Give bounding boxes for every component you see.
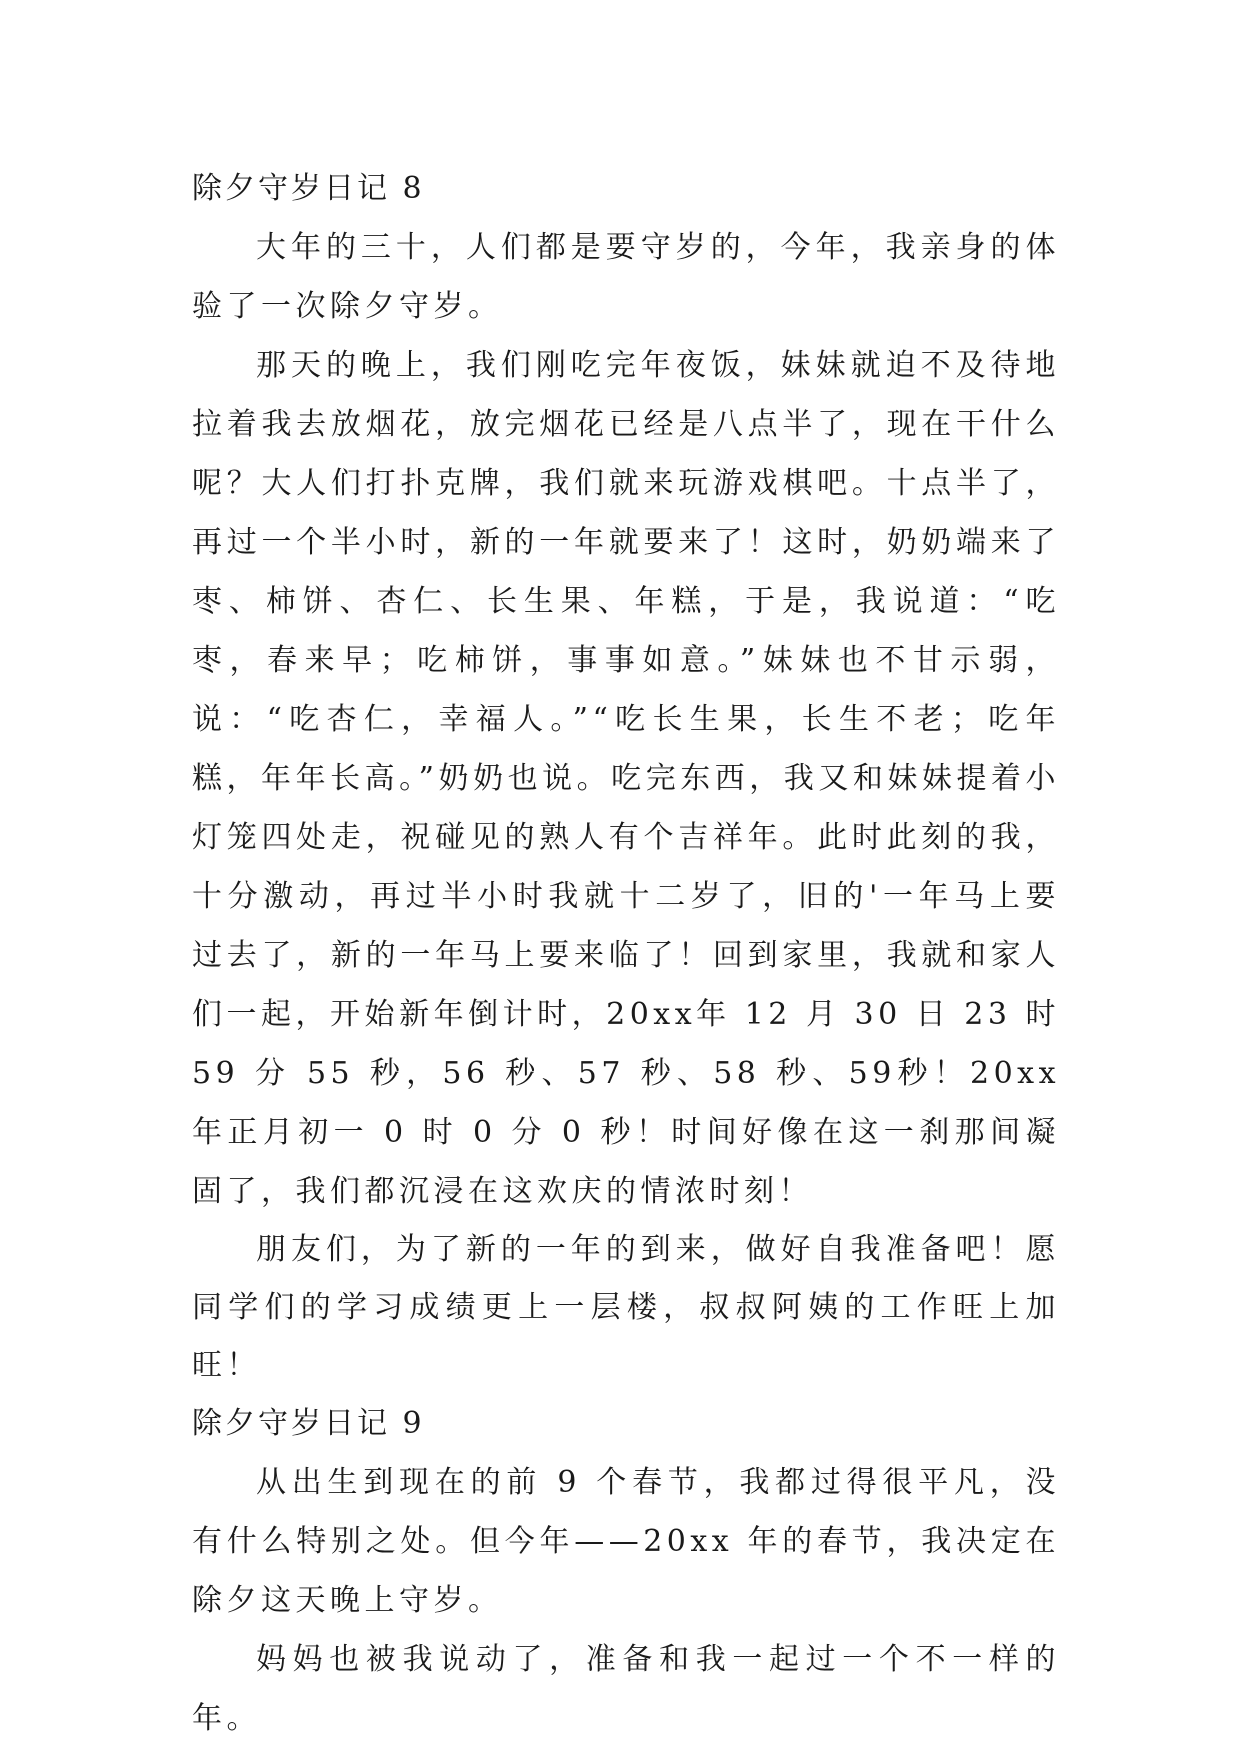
paragraph: 大年的三十，人们都是要守岁的，今年，我亲身的体验了一次除夕守岁。 xyxy=(192,230,1060,324)
document-page xyxy=(192,160,1060,1748)
paragraph: 妈妈也被我说动了，准备和我一起过一个不一样的年。 xyxy=(192,1642,1060,1736)
paragraph: 朋友们，为了新的一年的到来，做好自我准备吧！愿同学们的学习成绩更上一层楼，叔叔阿姨的工作旺上加旺！ xyxy=(192,1232,1060,1383)
section-heading: 除夕守岁日记 8 xyxy=(192,171,425,206)
paragraph: 那天的晚上，我们刚吃完年夜饭，妹妹就迫不及待地拉着我去放烟花，放完烟花已经是八点半了，现在干什么呢？大人们打扑克牌，我们就来玩游戏棋吧。十点半了，再过一个半小时，新的一年就要来了！这时，奶奶端来了枣、柿饼、杏仁、长生果、年糕，于是，我说道：“吃枣，春来早；吃柿饼，事事如意。”妹妹也不甘示弱，说：“吃杏仁，幸福人。”“吃长生果，长生不老；吃年糕，年年长高。”奶奶也说。吃完东西，我又和妹妹提着小灯笼四处走，祝碰见的熟人有个吉祥年。此时此刻的我，十分激动，再过半小时我就十二岁了，旧的'一年马上要过去了，新的一年马上要来临了！回到家里，我就和家人们一起，开始新年倒计时，20xx年 12 月 30 日 23 时 59 分 55 秒，56 秒、57 秒、58 秒、59秒！20xx 年正月初一 0 时 0 分 0 秒！时间好像在这一刹那间凝固了，我们都沉浸在这欢庆的情浓时刻！ xyxy=(192,348,1060,1209)
paragraph: 从出生到现在的前 9 个春节，我都过得很平凡，没有什么特别之处。但今年——20xx 年的春节，我决定在除夕这天晚上守岁。 xyxy=(192,1465,1060,1618)
section-heading: 除夕守岁日记 9 xyxy=(192,1406,425,1441)
